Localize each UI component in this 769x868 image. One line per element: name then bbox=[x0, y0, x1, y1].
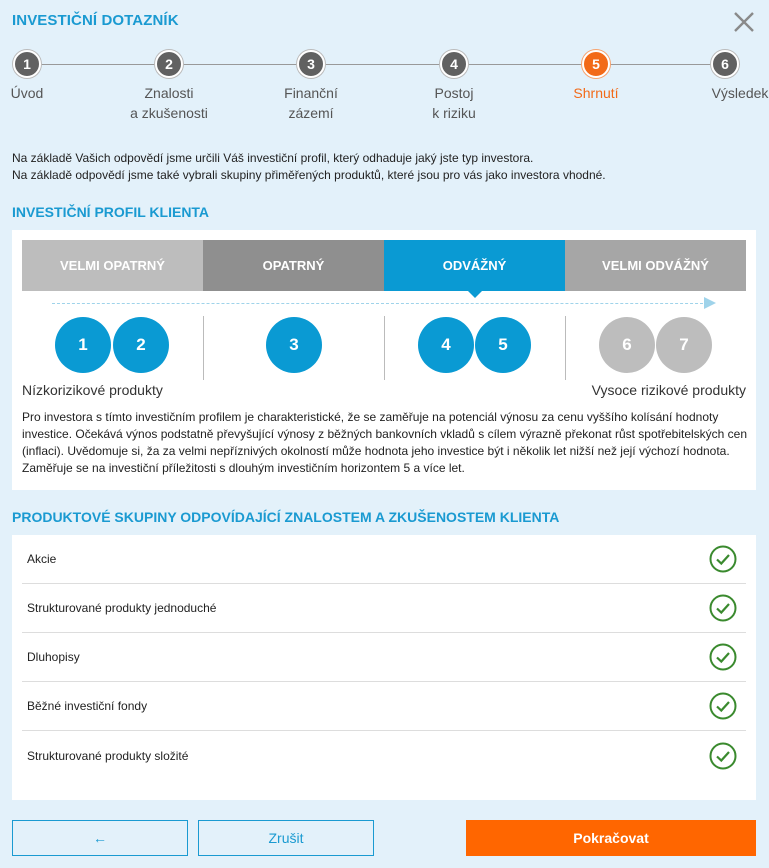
list-item bbox=[22, 584, 746, 633]
step-label: Shrnutí bbox=[573, 85, 619, 101]
risk-scale bbox=[22, 240, 746, 291]
step-5 bbox=[526, 50, 666, 103]
scale-very-cautious: VELMI OPATRNÝ bbox=[22, 240, 203, 291]
check-circle-icon bbox=[709, 643, 737, 671]
check-circle-icon bbox=[709, 692, 737, 720]
scale-divider bbox=[565, 316, 566, 380]
list-item bbox=[22, 633, 746, 682]
scale-divider bbox=[384, 316, 385, 380]
step-3 bbox=[241, 50, 381, 123]
profile-heading: INVESTIČNÍ PROFIL KLIENTA bbox=[12, 204, 210, 220]
step-1 bbox=[0, 50, 97, 103]
low-risk-label: Nízkorizikové produkty bbox=[22, 382, 163, 398]
step-2 bbox=[99, 50, 239, 123]
dialog-title: INVESTIČNÍ DOTAZNÍK bbox=[12, 12, 179, 29]
profile-description: Pro investora s tímto investičním profilem je charakteristické, že se zaměřuje na potenciál výnosu za cenu vyššího kolísání hodnoty investice. Očekává výnos podstatně převyšující výnosy z běžných bankovních vkladů s cílem výrazně překonat růst spotřebitelských cen (inflaci). Uvědomuje si, ža za velmi nepříznivých okolností může hodnota jeho investice být i několik let nižší než její výchozí hodnota. Zaměřuje se na investiční příležitosti s dlouhým investičním horizontem 5 a více let. bbox=[22, 410, 748, 475]
step-number: 1 bbox=[13, 50, 41, 78]
step-number: 2 bbox=[155, 50, 183, 78]
intro-line: Na základě Vašich odpovědí jsme určili Váš investiční profil, který odhaduje jaký jste typ investora. bbox=[12, 151, 534, 165]
risk-level-3: 3 bbox=[266, 317, 322, 373]
step-number: 5 bbox=[582, 50, 610, 78]
step-label: Finanční zázemí bbox=[284, 85, 338, 121]
check-circle-icon bbox=[709, 594, 737, 622]
step-number: 6 bbox=[711, 50, 739, 78]
risk-level-2: 2 bbox=[113, 317, 169, 373]
products-heading: PRODUKTOVÉ SKUPINY ODPOVÍDAJÍCÍ ZNALOSTEM A ZKUŠENOSTEM KLIENTA bbox=[12, 509, 560, 525]
product-name: Strukturované produkty jednoduché bbox=[27, 601, 217, 615]
risk-level-1: 1 bbox=[55, 317, 111, 373]
list-item bbox=[22, 731, 746, 780]
scale-bold-selected: ODVÁŽNÝ bbox=[384, 240, 565, 291]
check-circle-icon bbox=[709, 742, 737, 770]
product-name: Strukturované produkty složité bbox=[27, 748, 189, 763]
risk-level-6: 6 bbox=[599, 317, 655, 373]
risk-level-7: 7 bbox=[656, 317, 712, 373]
product-name: Běžné investiční fondy bbox=[27, 699, 148, 713]
continue-button[interactable]: Pokračovat bbox=[466, 820, 756, 856]
risk-level-4: 4 bbox=[418, 317, 474, 373]
close-icon[interactable] bbox=[731, 9, 757, 35]
step-6 bbox=[655, 50, 769, 103]
risk-level-5: 5 bbox=[475, 317, 531, 373]
step-label: Znalosti a zkušenosti bbox=[130, 85, 208, 121]
product-name: Dluhopisy bbox=[27, 650, 80, 664]
progress-stepper bbox=[0, 50, 769, 130]
arrow-right-icon bbox=[704, 297, 716, 309]
intro-line: Na základě odpovědí jsme také vybrali skupiny přiměřených produktů, které jsou pro vás jako investora vhodné. bbox=[12, 168, 606, 182]
risk-arrow-line bbox=[52, 303, 708, 304]
step-number: 3 bbox=[297, 50, 325, 78]
step-4 bbox=[384, 50, 524, 123]
check-circle-icon bbox=[709, 545, 737, 573]
scale-very-bold: VELMI ODVÁŽNÝ bbox=[565, 240, 746, 291]
list-item bbox=[22, 535, 746, 584]
arrow-left-icon: ← bbox=[93, 830, 107, 846]
scale-divider bbox=[203, 316, 204, 380]
high-risk-label: Vysoce rizikové produkty bbox=[591, 382, 746, 398]
list-item bbox=[22, 682, 746, 731]
profile-panel bbox=[12, 230, 756, 490]
intro-text bbox=[12, 150, 606, 184]
step-label: Postoj k riziku bbox=[432, 85, 476, 121]
step-number: 4 bbox=[440, 50, 468, 78]
back-button[interactable] bbox=[12, 820, 188, 856]
products-panel bbox=[12, 535, 756, 800]
step-label: Úvod bbox=[10, 85, 44, 101]
product-name: Akcie bbox=[27, 552, 57, 566]
scale-cautious: OPATRNÝ bbox=[203, 240, 384, 291]
cancel-button[interactable]: Zrušit bbox=[198, 820, 374, 856]
step-label: Výsledek bbox=[711, 85, 769, 101]
